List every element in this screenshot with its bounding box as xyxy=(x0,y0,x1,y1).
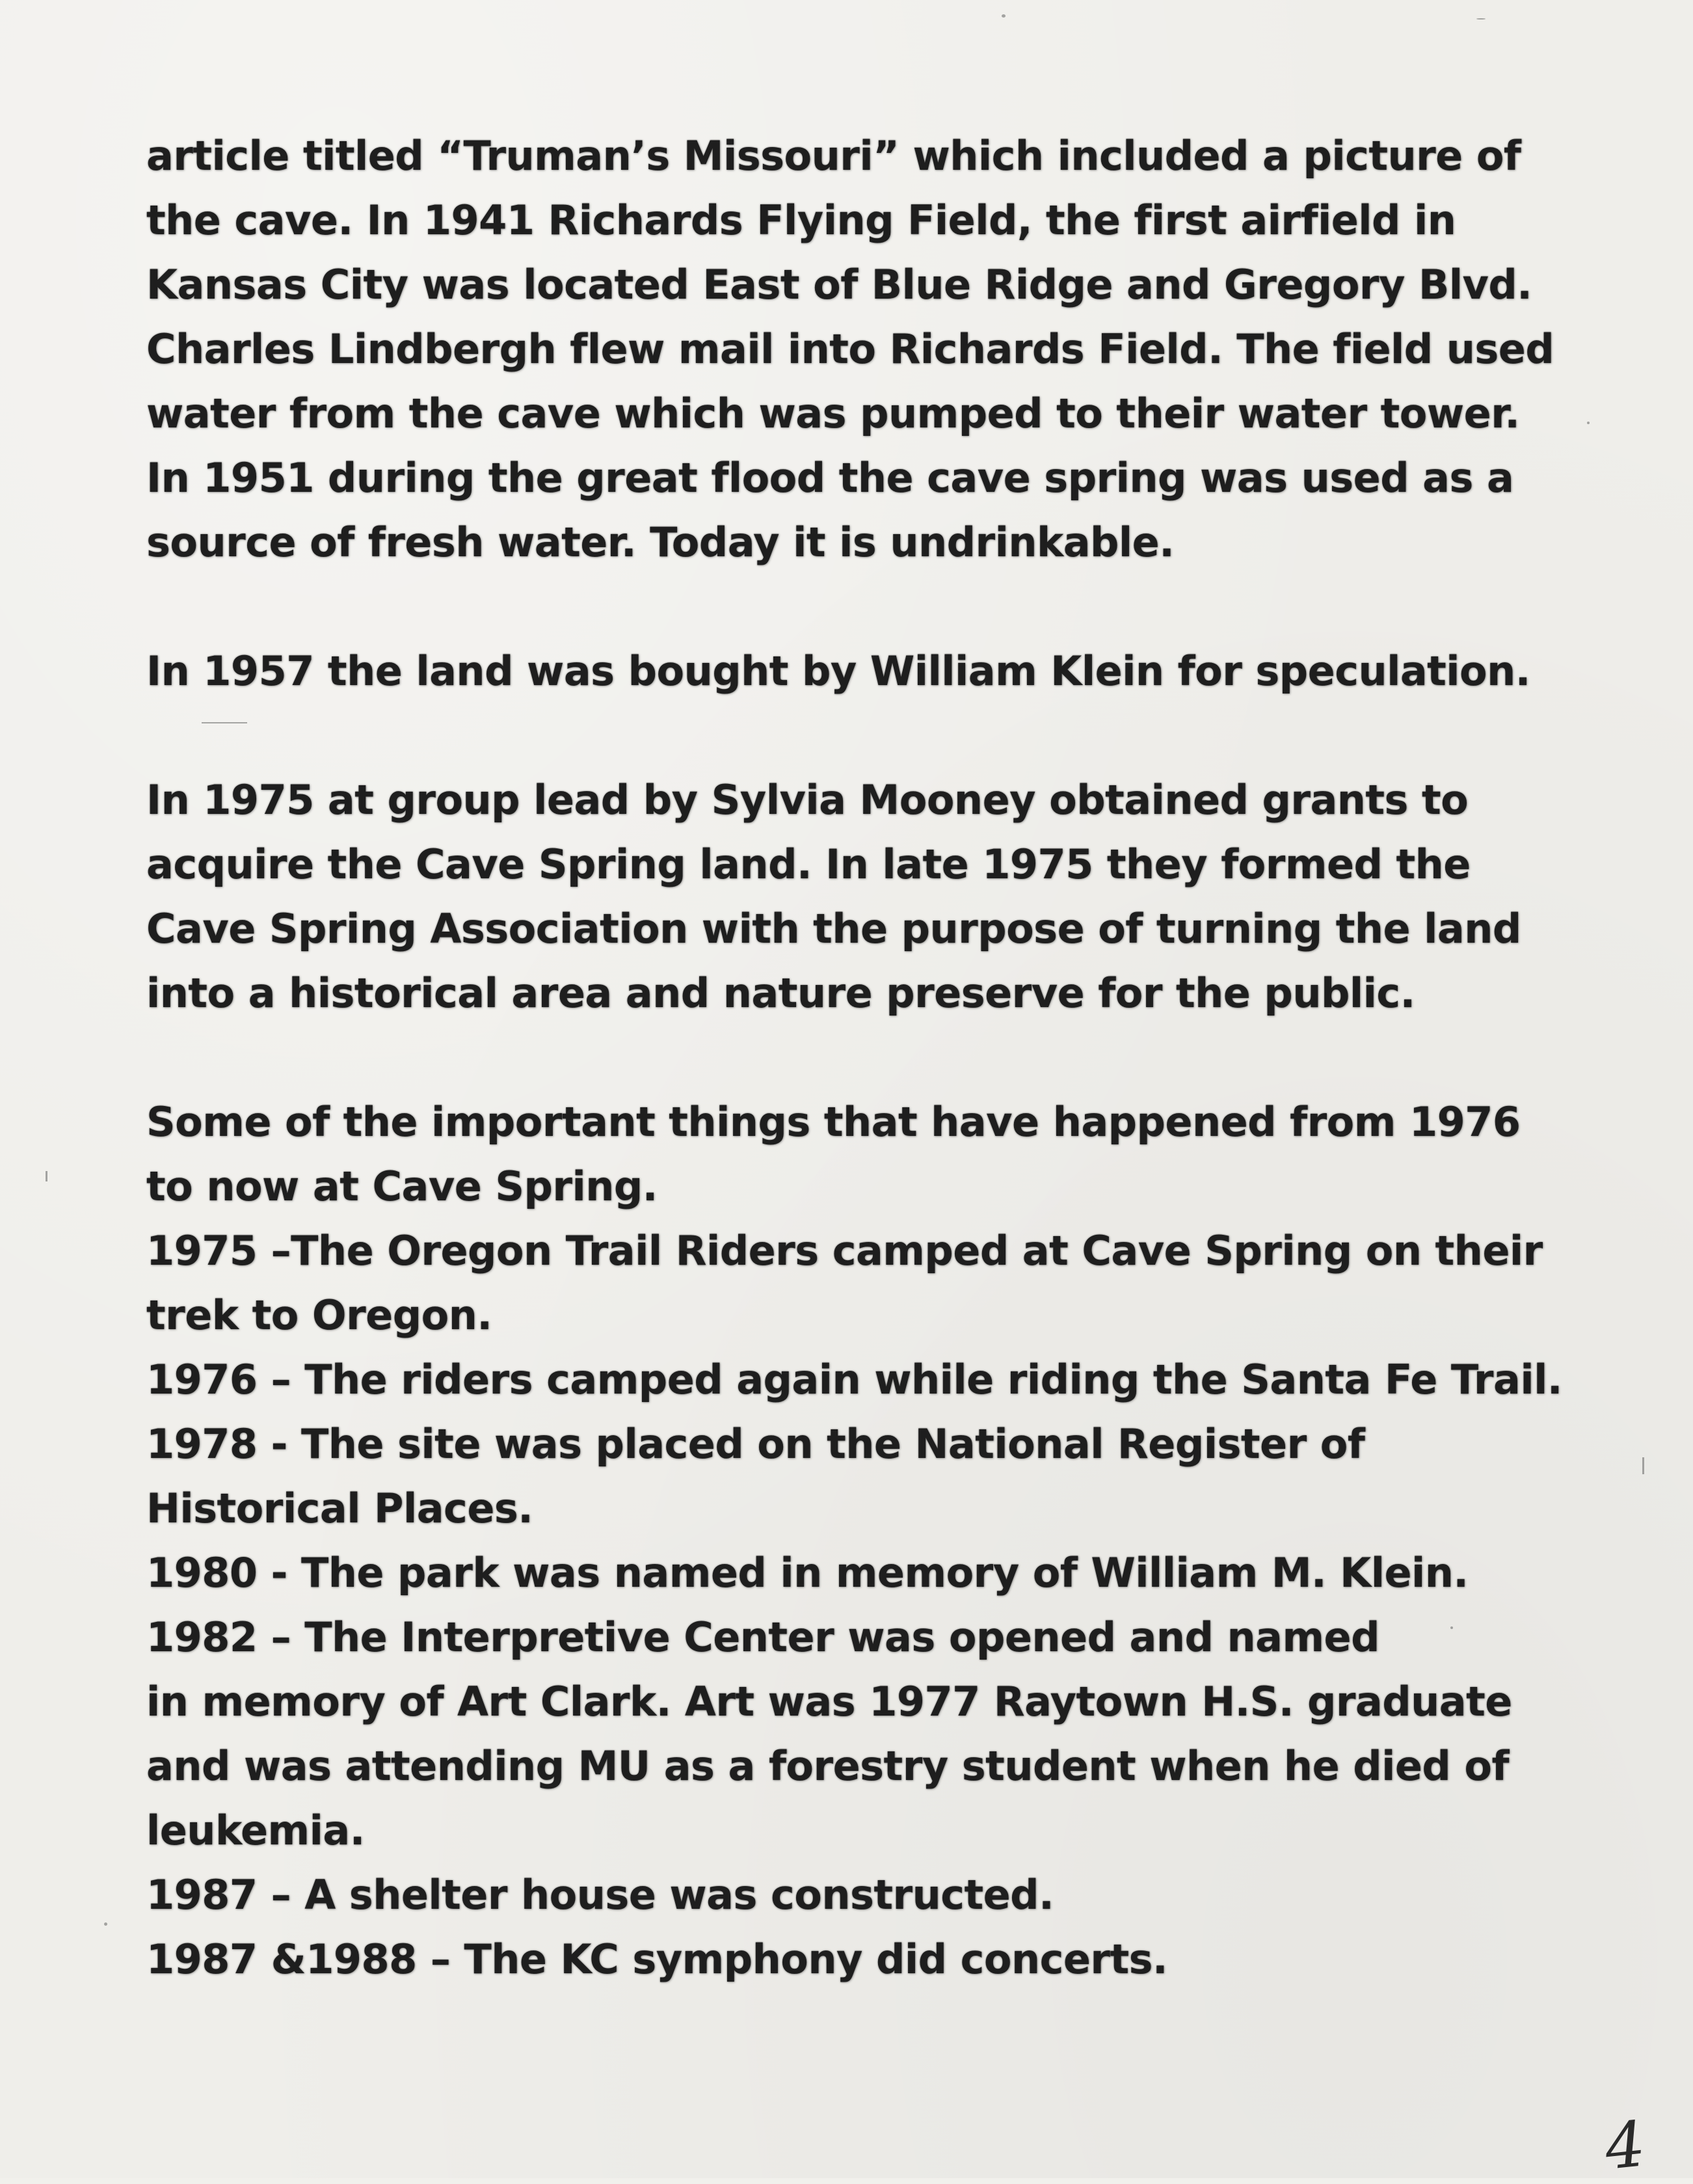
text-line: Cave Spring Association with the purpose of turning the land xyxy=(146,905,1521,952)
paragraph-timeline xyxy=(146,1090,1564,1991)
timeline-entry-line: 1982 – The Interpretive Center was opened and named xyxy=(146,1613,1380,1661)
paragraph-land-purchase xyxy=(146,639,1564,703)
text-line: Kansas City was located East of Blue Ridge and Gregory Blvd. xyxy=(146,261,1532,308)
paragraph-spacer xyxy=(146,703,1564,768)
photocopy-speck xyxy=(1002,14,1006,18)
paragraph-association xyxy=(146,768,1564,1025)
timeline-entry-line: trek to Oregon. xyxy=(146,1291,492,1339)
text-line: In 1975 at group lead by Sylvia Mooney obtained grants to xyxy=(146,776,1469,824)
text-line: In 1957 the land was bought by William Klein for speculation. xyxy=(146,647,1530,695)
paragraph-history xyxy=(146,124,1564,574)
document-body xyxy=(146,124,1564,1991)
timeline-entry-line: 1975 –The Oregon Trail Riders camped at Cave Spring on their xyxy=(146,1227,1543,1274)
text-line: Charles Lindbergh flew mail into Richards Field. The field used xyxy=(146,325,1554,373)
timeline-entry-line: 1980 - The park was named in memory of William M. Klein. xyxy=(146,1549,1469,1597)
timeline-entry-line: 1978 - The site was placed on the National Register of xyxy=(146,1420,1365,1468)
timeline-entry-line: Historical Places. xyxy=(146,1485,533,1532)
text-line: article titled “Truman’s Missouri” which included a picture of xyxy=(146,132,1521,180)
text-line: the cave. In 1941 Richards Flying Field, the first airfield in xyxy=(146,196,1456,244)
photocopy-speck xyxy=(104,1922,107,1926)
timeline-entry-line: in memory of Art Clark. Art was 1977 Raytown H.S. graduate xyxy=(146,1678,1512,1725)
timeline-entry-line: 1987 &1988 – The KC symphony did concerts. xyxy=(146,1935,1168,1983)
timeline-entry-line: and was attending MU as a forestry student when he died of xyxy=(146,1742,1509,1790)
timeline-entry-line: leukemia. xyxy=(146,1807,365,1854)
text-line: to now at Cave Spring. xyxy=(146,1163,658,1210)
text-line: source of fresh water. Today it is undrinkable. xyxy=(146,519,1175,566)
photocopy-speck xyxy=(1587,422,1590,424)
text-line: into a historical area and nature preserve for the public. xyxy=(146,969,1415,1017)
page-number: 4 xyxy=(1601,2107,1649,2184)
paragraph-spacer xyxy=(146,574,1564,639)
photocopy-speck xyxy=(1642,1457,1644,1474)
text-line: In 1951 during the great flood the cave spring was used as a xyxy=(146,454,1514,502)
timeline-entry-line: 1987 – A shelter house was constructed. xyxy=(146,1871,1054,1919)
photocopy-speck xyxy=(1476,18,1486,20)
text-line: acquire the Cave Spring land. In late 1975 they formed the xyxy=(146,841,1471,888)
photocopy-speck xyxy=(46,1171,47,1181)
photocopy-speck xyxy=(1450,1626,1453,1629)
photocopy-speck xyxy=(202,722,247,723)
timeline-entry-line: 1976 – The riders camped again while riding the Santa Fe Trail. xyxy=(146,1356,1562,1403)
text-line: water from the cave which was pumped to their water tower. xyxy=(146,390,1520,437)
paragraph-spacer xyxy=(146,1025,1564,1090)
text-line: Some of the important things that have happened from 1976 xyxy=(146,1098,1521,1146)
